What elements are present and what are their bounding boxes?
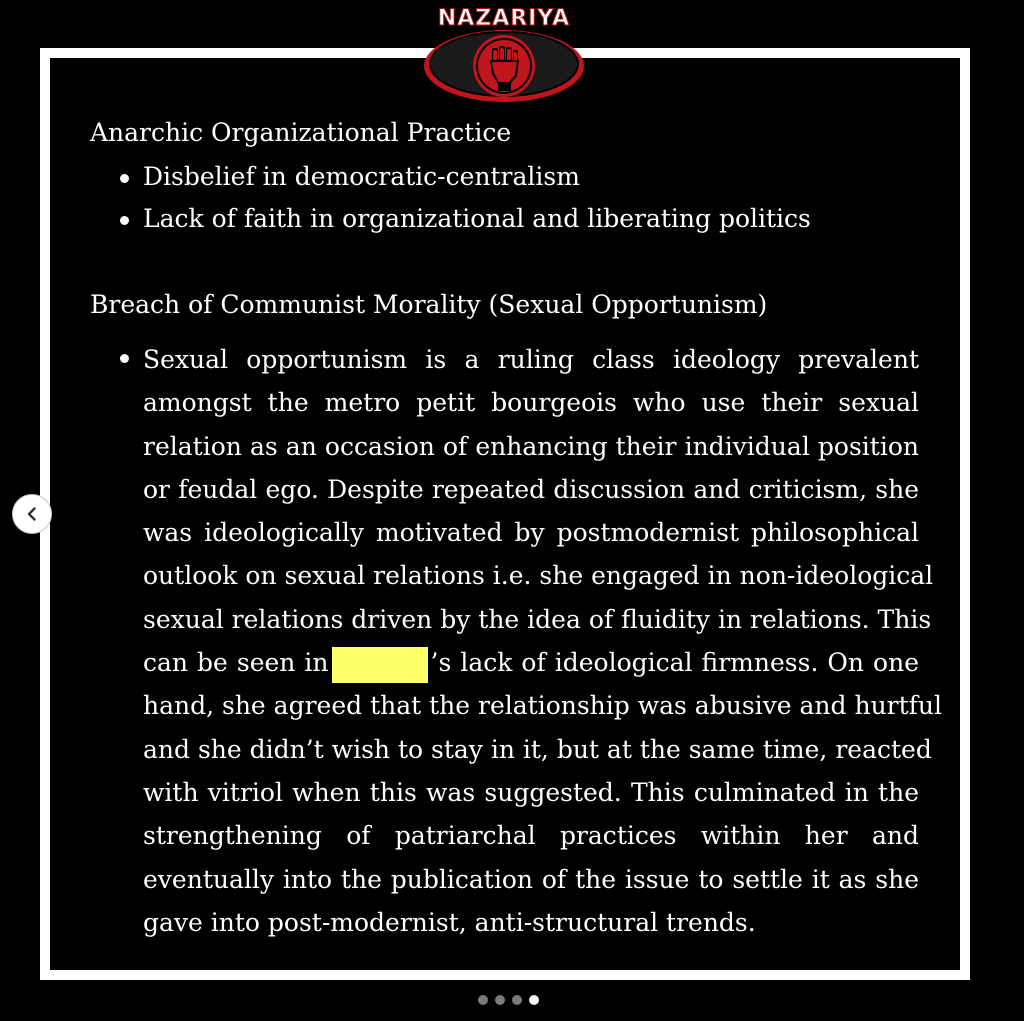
bullet-icon bbox=[120, 354, 129, 363]
carousel-prev-button[interactable] bbox=[12, 494, 52, 534]
paragraph-line: outlook on sexual relations i.e. she engaged in non-ideological bbox=[143, 561, 934, 591]
carousel-pagination bbox=[478, 995, 539, 1005]
paragraph-line: eventually into the publication of the issue to settle it as she bbox=[143, 864, 919, 894]
nazariya-logo bbox=[422, 4, 586, 108]
carousel-dot[interactable] bbox=[478, 995, 488, 1005]
chevron-left-icon bbox=[24, 506, 40, 522]
carousel-dot[interactable] bbox=[512, 995, 522, 1005]
redaction-highlight bbox=[332, 647, 428, 683]
paragraph-segment: can be seen in bbox=[143, 648, 329, 678]
bullet-icon bbox=[120, 174, 129, 183]
bullet-icon bbox=[120, 216, 129, 225]
paragraph-line-redacted bbox=[143, 641, 919, 684]
paragraph-line: relation as an occasion of enhancing their individual position bbox=[143, 431, 919, 461]
bullet-text: Disbelief in democratic-centralism bbox=[143, 162, 580, 191]
paragraph-line: with vitriol when this was suggested. This culminated in the bbox=[143, 777, 919, 807]
paragraph-line: and she didn’t wish to stay in it, but at the same time, reacted bbox=[143, 734, 932, 764]
paragraph-line: was ideologically motivated by postmodernist philosophical bbox=[143, 518, 919, 548]
paragraph-line: amongst the metro petit bourgeois who use their sexual bbox=[143, 388, 919, 418]
paragraph-line: Sexual opportunism is a ruling class ideology prevalent bbox=[143, 345, 919, 374]
carousel-dot[interactable] bbox=[495, 995, 505, 1005]
paragraph-line: hand, she agreed that the relationship was abusive and hurtful bbox=[143, 691, 943, 721]
paragraph-line: strengthening of patriarchal practices within her and bbox=[143, 821, 919, 851]
section-heading-anarchic: Anarchic Organizational Practice bbox=[90, 118, 512, 147]
section-heading-breach: Breach of Communist Morality (Sexual Opportunism) bbox=[90, 290, 768, 319]
paragraph bbox=[143, 338, 943, 944]
paragraph-segment: ’s lack of ideological firmness. On one bbox=[430, 648, 919, 678]
paragraph-line: or feudal ego. Despite repeated discussion and criticism, she bbox=[143, 474, 919, 504]
bullet-text: Lack of faith in organizational and liberating politics bbox=[143, 204, 811, 233]
carousel-dot-active[interactable] bbox=[529, 995, 539, 1005]
paragraph-line: sexual relations driven by the idea of fluidity in relations. This bbox=[143, 604, 932, 634]
paragraph-line: gave into post-modernist, anti-structural trends. bbox=[143, 907, 756, 937]
logo-text: NAZARIYA bbox=[437, 6, 571, 31]
